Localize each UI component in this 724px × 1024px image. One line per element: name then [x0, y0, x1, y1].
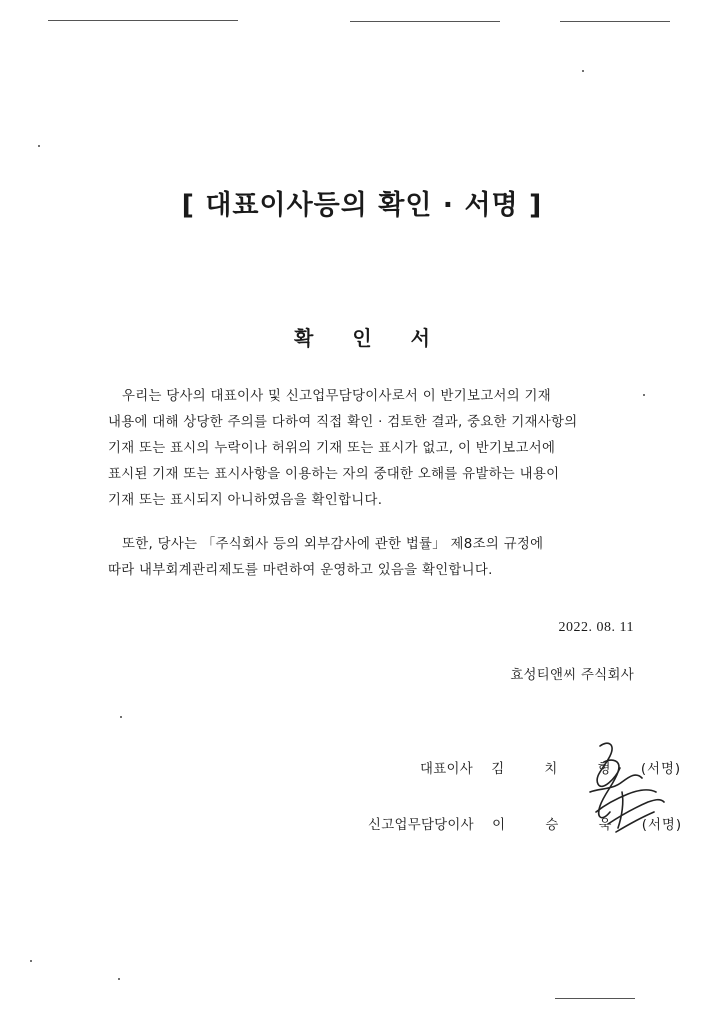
paragraph-line: 기재 또는 표시의 누락이나 허위의 기재 또는 표시가 없고, 이 반기보고서에: [108, 441, 556, 456]
confirmation-paragraph: [108, 384, 648, 514]
scan-speck: [120, 716, 122, 718]
company-name: 효성티앤씨 주식회사: [510, 668, 634, 683]
scan-line-bottom-right: [555, 998, 635, 999]
paragraph-line: 내용에 대해 상당한 주의를 다하여 직접 확인 · 검토한 결과, 중요한 기재사항의: [108, 415, 578, 430]
document-title: [ 대표이사등의 확인 · 서명 ]: [181, 190, 543, 221]
signature-mark: (서명): [640, 762, 682, 777]
signer-title: 대표이사: [420, 762, 473, 777]
paragraph-line: 표시된 기재 또는 표시사항을 이용하는 자의 중대한 오해를 유발하는 내용이: [108, 467, 560, 482]
scan-line-top-left: [48, 20, 238, 21]
scan-line-top-middle: [350, 21, 500, 22]
scan-line-top-right: [560, 21, 670, 22]
scan-speck: [582, 70, 584, 72]
handwritten-signature-icon: [560, 732, 670, 852]
signature-mark: (서명): [641, 818, 683, 833]
paragraph-line: 기재 또는 표시되지 아니하였음을 확인합니다.: [108, 493, 383, 508]
scan-speck: [38, 145, 40, 147]
paragraph-line: 우리는 당사의 대표이사 및 신고업무담당이사로서 이 반기보고서의 기재: [122, 389, 551, 404]
paragraph-line: 또한, 당사는 「주식회사 등의 외부감사에 관한 법률」 제8조의 규정에: [122, 537, 544, 552]
internal-control-paragraph: [108, 532, 648, 584]
document-date: 2022. 08. 11: [558, 620, 634, 635]
signer-name: 이 승 욱: [492, 818, 630, 833]
scan-speck: [30, 960, 32, 962]
scan-speck: [118, 978, 120, 980]
document-heading: 확 인 서: [294, 326, 446, 350]
signer-name: 김 치 형: [491, 762, 629, 777]
signer-title: 신고업무담당이사: [368, 818, 474, 833]
paragraph-line: 따라 내부회계관리제도를 마련하여 운영하고 있음을 확인합니다.: [108, 563, 493, 578]
